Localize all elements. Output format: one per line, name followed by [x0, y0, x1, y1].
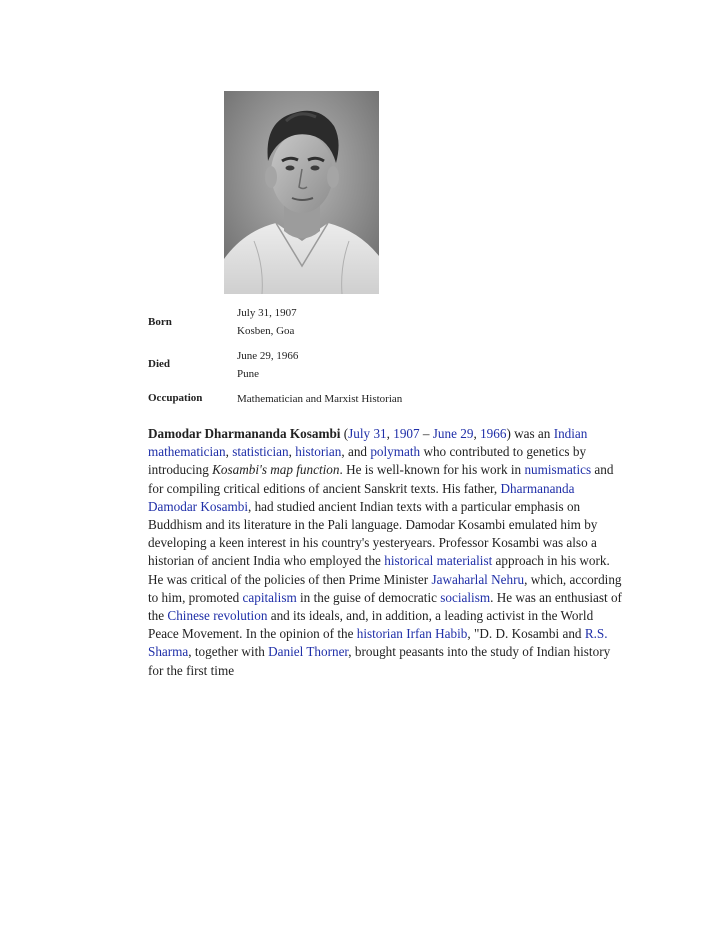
- text: ,: [288, 444, 296, 460]
- text: ) was an: [506, 426, 554, 441]
- text: who contributed to genetics by introducing: [148, 444, 587, 478]
- died-label: Died: [148, 358, 170, 370]
- text: in the guise of democratic: [296, 589, 441, 605]
- link-daniel-thorner[interactable]: Daniel Thorner: [268, 644, 349, 660]
- portrait-photo: [224, 91, 379, 294]
- link-capitalism[interactable]: capitalism: [242, 589, 297, 605]
- link-june-29[interactable]: June 29: [432, 426, 474, 441]
- died-date: June 29, 1966: [237, 350, 299, 362]
- text: . He was an enthusiast of the: [148, 589, 622, 624]
- link-july-31[interactable]: July 31: [348, 426, 387, 441]
- text: –: [419, 426, 433, 441]
- text: (: [340, 426, 349, 441]
- link-historian[interactable]: historian: [295, 444, 342, 460]
- occupation-label: Occupation: [148, 392, 203, 404]
- map-function-term: Kosambi's map function: [212, 462, 340, 478]
- subject-name: Damodar Dharmananda Kosambi: [148, 426, 341, 441]
- text: , had studied ancient Indian texts with a particular emphasis on Buddhism and its literature in the Pali language. Damodar Kosambi emulated him by developing a keen interest in his country's yesteryears. Professor Kosambi was also a historian of ancient India who employed the: [148, 498, 598, 569]
- link-nehru[interactable]: Jawaharlal Nehru: [431, 571, 525, 587]
- born-place: Kosben, Goa: [237, 325, 295, 337]
- link-1907[interactable]: 1907: [393, 426, 420, 441]
- link-polymath[interactable]: polymath: [370, 444, 421, 460]
- link-historian-2[interactable]: historian: [356, 626, 403, 642]
- text: and for compiling critical editions of ancient Sanskrit texts. His father,: [148, 462, 614, 496]
- occupation-value: Mathematician and Marxist Historian: [237, 393, 403, 405]
- link-socialism[interactable]: socialism: [440, 589, 491, 605]
- born-date: July 31, 1907: [237, 307, 297, 319]
- text: ,: [386, 426, 394, 441]
- link-1966[interactable]: 1966: [480, 426, 507, 441]
- portrait-image: [224, 91, 379, 294]
- text: , brought peasants into the study of Indian history for the first time: [148, 644, 611, 678]
- biography-paragraph: [148, 425, 622, 680]
- link-irfan-habib[interactable]: Irfan Habib: [406, 626, 468, 642]
- text: ,: [473, 426, 481, 441]
- text: , which, according to him, promoted: [148, 571, 622, 605]
- text: ,: [225, 444, 233, 460]
- died-place: Pune: [237, 368, 259, 380]
- text: , "D. D. Kosambi and: [467, 626, 585, 642]
- link-statistician[interactable]: statistician: [232, 444, 289, 460]
- link-chinese-revolution[interactable]: Chinese revolution: [167, 608, 268, 624]
- link-numismatics[interactable]: numismatics: [524, 462, 592, 478]
- link-indian-mathematician[interactable]: Indian mathematician: [148, 426, 588, 460]
- link-historical-materialist[interactable]: historical materialist: [384, 553, 493, 569]
- text: approach in his work. He was critical of the policies of then Prime Minister: [148, 553, 610, 587]
- text: , together with: [188, 644, 269, 660]
- text: . He is well-known for his work in: [339, 462, 525, 478]
- text: and its ideals, and, in addition, a leading activist in the World Peace Movement. In the opinion of the: [148, 608, 594, 642]
- born-label: Born: [148, 316, 172, 328]
- link-father[interactable]: Dharmananda Damodar Kosambi: [148, 480, 575, 514]
- link-rs-sharma[interactable]: R.S. Sharma: [148, 626, 608, 660]
- text: , and: [341, 444, 371, 460]
